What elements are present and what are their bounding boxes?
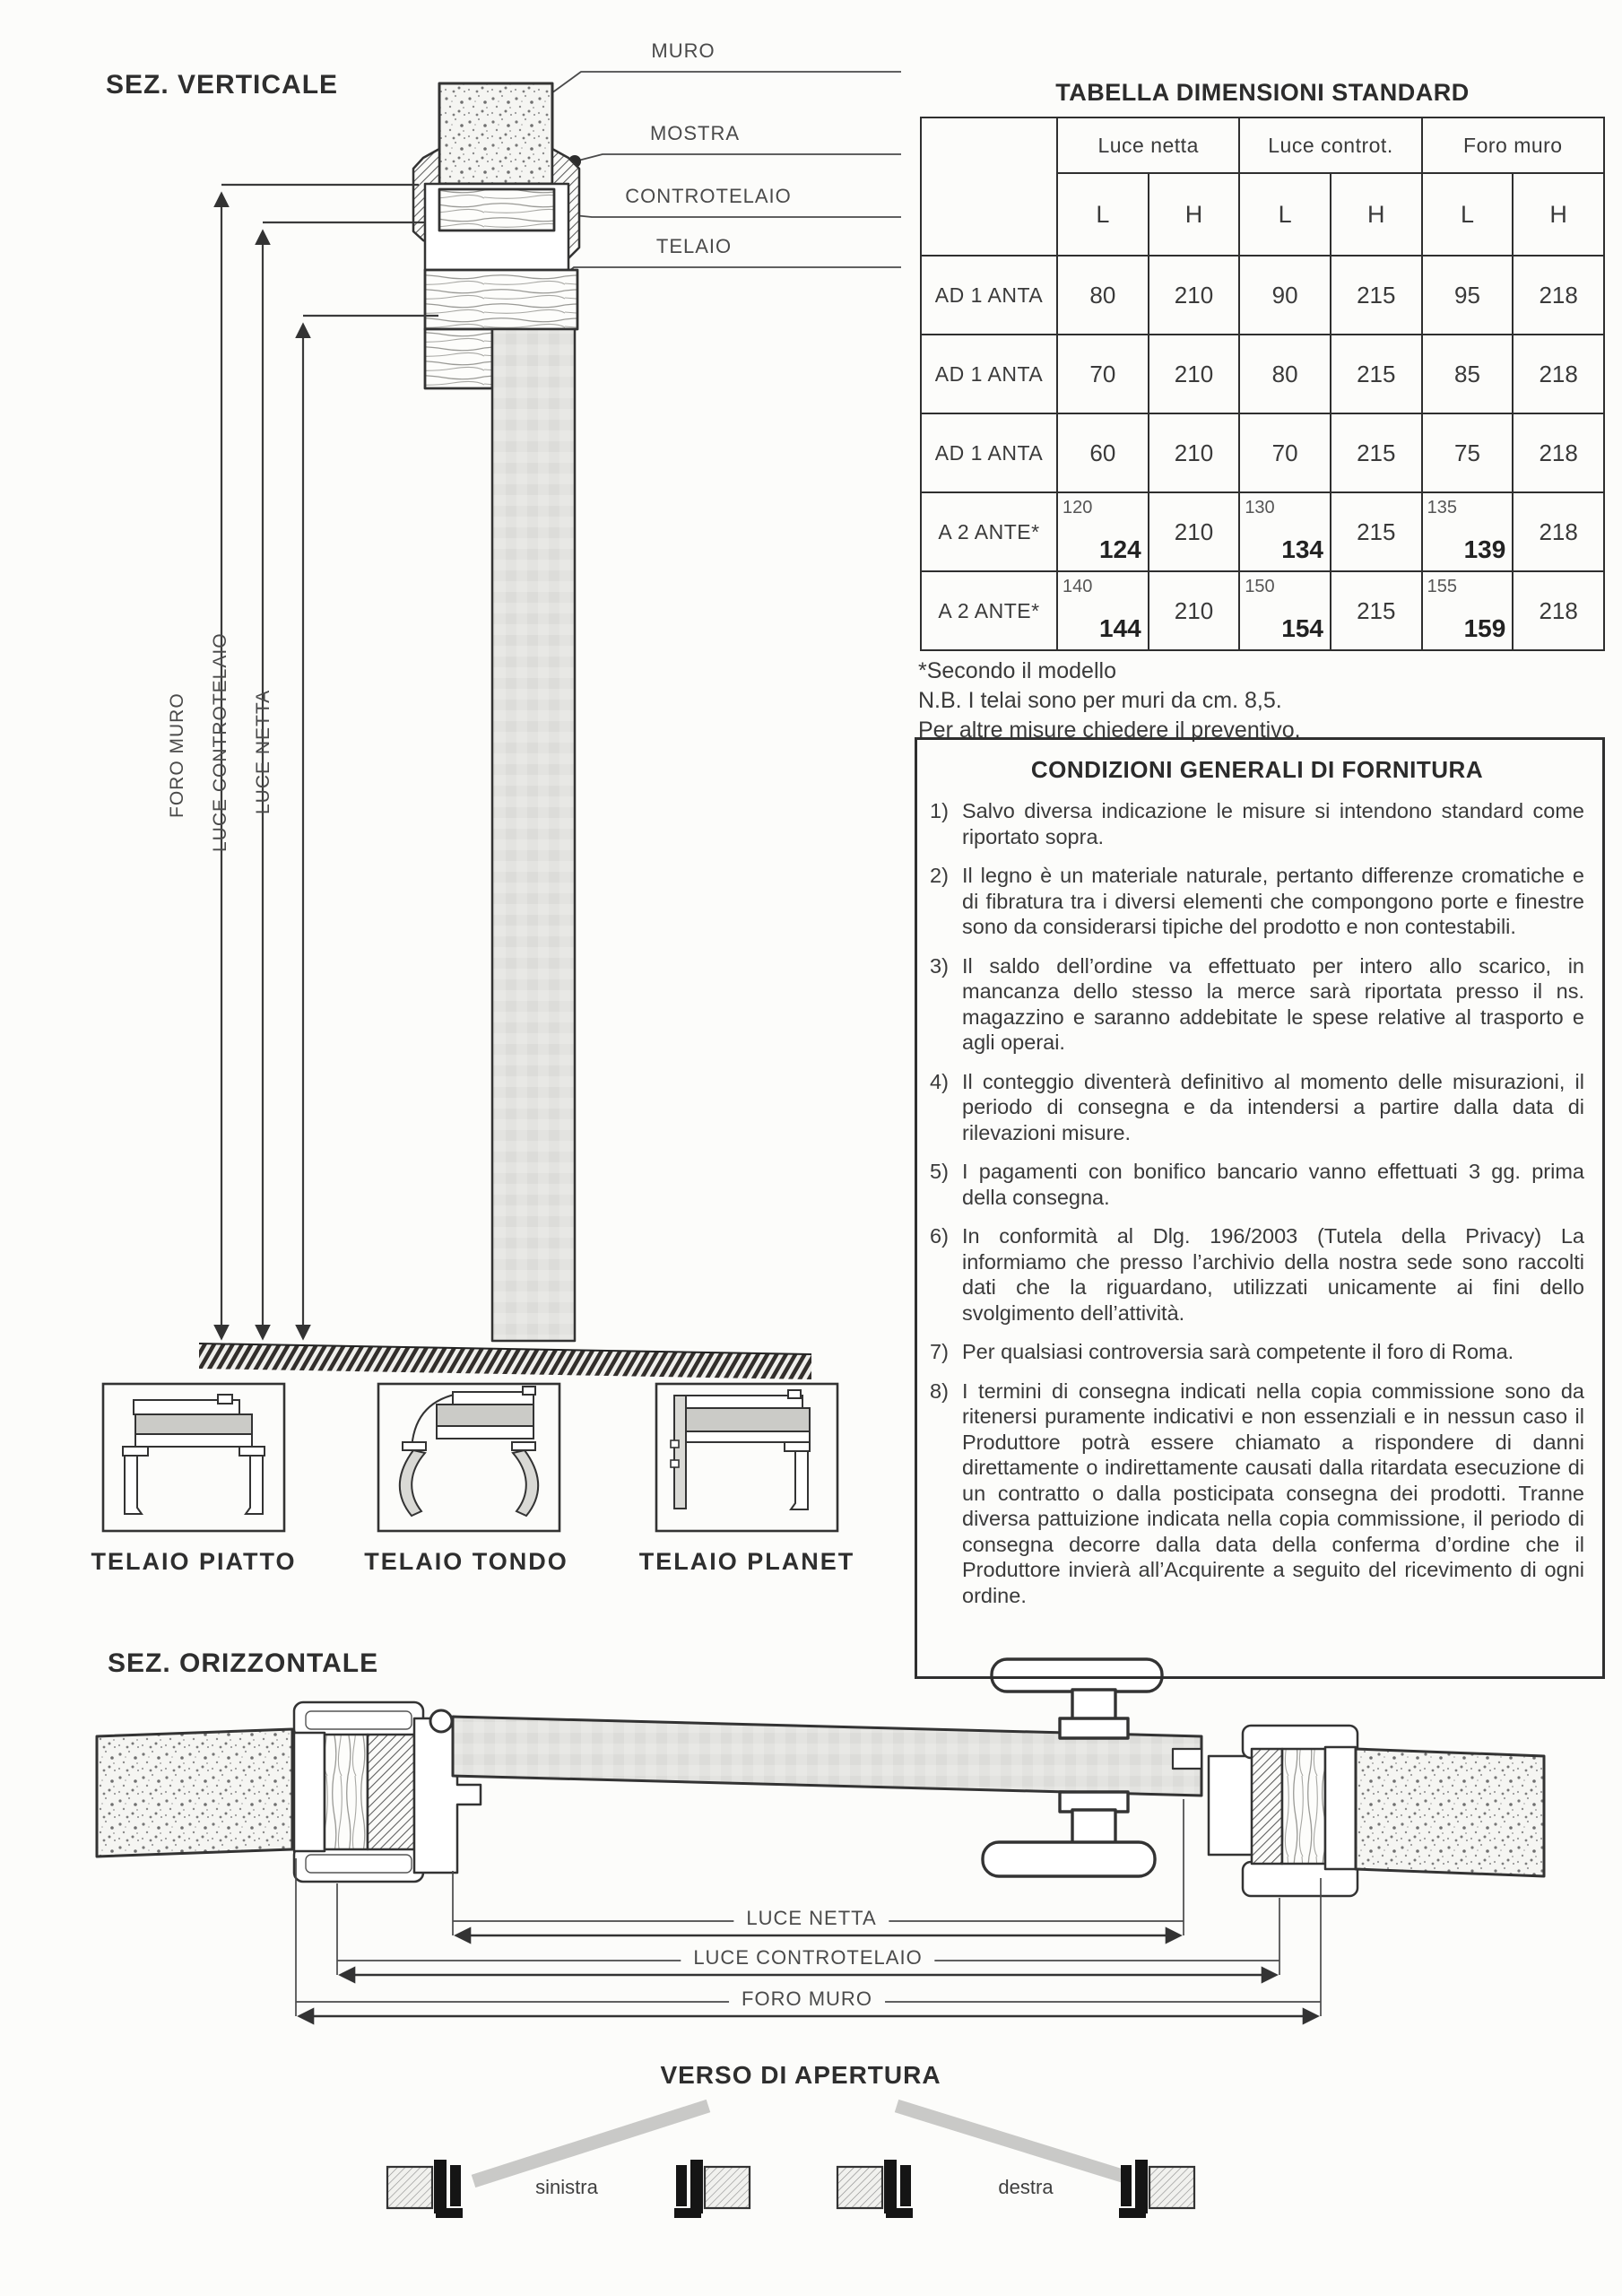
left-wall [97,1729,292,1857]
cell-value-bold: 159 [1463,614,1506,642]
cell-value-small: 135 [1427,498,1457,517]
footnote: *Secondo il modello [918,658,1116,683]
telaio-tondo-drawing [378,1384,559,1531]
row-label: A 2 ANTE* [921,492,1057,571]
table-cell: 80 [1239,335,1331,413]
door-swing-icon [387,2160,463,2218]
condition-text: In conformità al Dlg. 196/2003 (Tutela della Privacy) La informiamo che presso l’archivio della nostra sede sono raccolti dati che la riguardano, utilizzati unicamente ai fini dello svolgimento dell’attività. [962,1224,1584,1325]
condition-item [930,798,1584,849]
condition-item [930,1378,1584,1609]
lock-controtelaio-board [1282,1749,1325,1864]
row-label: A 2 ANTE* [921,571,1057,650]
door-swing-icon [674,2160,750,2218]
table-cell: 210 [1149,335,1240,413]
dim-label-luce-netta: LUCE NETTA [253,689,273,814]
hdim-luce-netta: LUCE NETTA [733,1907,889,1930]
telaio-block [425,270,577,329]
condition-text: Salvo diversa indicazione le misure si intendono standard come riportato sopra. [962,799,1584,848]
label-destra: destra [998,2176,1054,2198]
condition-number: 6) [930,1224,949,1248]
table-cell: 210 [1149,256,1240,335]
cell-value-small: 150 [1245,577,1275,596]
cell-value-bold: 139 [1463,535,1506,563]
frame-type-thumbnails [103,1384,837,1531]
table-cell: 210 [1149,492,1240,571]
table-cell: 75 [1422,413,1514,492]
telaio-piatto-drawing [103,1384,284,1531]
table-row [921,571,1604,650]
table-cell: 218 [1513,492,1604,571]
hinge-pin [430,1710,452,1732]
footnote: N.B. I telai sono per muri da cm. 8,5. [918,688,1282,713]
table-cell-dual [1422,571,1514,650]
table-title: TABELLA DIMENSIONI STANDARD [1055,79,1470,106]
table-cell: 218 [1513,571,1604,650]
table-cell: 80 [1057,256,1149,335]
condition-item [930,1339,1584,1365]
condition-item [930,1069,1584,1146]
callout-mostra: MOSTRA [649,122,741,144]
opening-direction-heading: VERSO DI APERTURA [660,2061,941,2089]
condition-number: 5) [930,1160,949,1183]
footnote: Per altre misure chiedere il preventivo. [918,718,1301,743]
row-label: AD 1 ANTA [921,413,1057,492]
col-group-foro-muro: Foro muro [1422,117,1604,173]
cell-value-bold: 144 [1098,614,1141,642]
door-swing-icon [837,2160,913,2218]
horizontal-section-heading: SEZ. ORIZZONTALE [108,1648,379,1678]
condition-number: 7) [930,1340,949,1363]
table-cell: 218 [1513,335,1604,413]
opening-direction-drawing [387,2106,1194,2218]
condition-text: I termini di consegna indicati nella copia commissione sono da ritenersi puramente indicativi e non essenziali e in nessun caso il Produttore potrà essere chiamato a rispondere di danni direttamente o indirettamente causati dalla ritardata esecuzione di un contratto o dalla posticipata consegna dei prodotti. Tranne diversa pattuizione indicata nella copia commissione, il periodo di consegna decorre dalla data della conferma d’ordine che il Produttore invierà all’Acquirente a seguito del ricevimento di ogni ordine. [962,1378,1584,1607]
door-leaf [492,329,575,1341]
cell-value-bold: 134 [1281,535,1323,563]
col-header: L [1422,173,1514,256]
table-cell: 215 [1331,571,1422,650]
cell-value-bold: 124 [1098,535,1141,563]
wall-section [439,83,552,184]
col-group-luce-netta: Luce netta [1057,117,1239,173]
table-cell: 215 [1331,492,1422,571]
table-cell: 90 [1239,256,1331,335]
right-wall [1356,1749,1544,1876]
condition-text: Il conteggio diventerà definitivo al momento delle misurazioni, il periodo di consegna e da intendersi a partire dalla data di rilevazioni misure. [962,1069,1584,1144]
right-beam [897,2106,1128,2178]
table-group-header-row [921,117,1604,173]
table-cell: 218 [1513,413,1604,492]
col-group-luce-controt: Luce controt. [1239,117,1421,173]
col-header: L [1057,173,1149,256]
label-telaio-tondo: TELAIO TONDO [364,1548,568,1575]
table-row [921,256,1604,335]
table-cell: 95 [1422,256,1514,335]
condition-text: I pagamenti con bonifico bancario vanno effettuati 3 gg. prima della consegna. [962,1160,1584,1209]
left-beam [473,2106,708,2181]
col-header: H [1513,173,1604,256]
door-swing-icon [1119,2160,1194,2218]
condition-item [930,953,1584,1056]
conditions-title: CONDIZIONI GENERALI DI FORNITURA [1030,756,1484,783]
table-cell-dual [1239,492,1331,571]
dimensions-table [920,117,1605,651]
condition-number: 4) [930,1069,949,1093]
col-header: H [1149,173,1240,256]
table-row [921,335,1604,413]
table-footnotes [918,657,1301,745]
hdim-luce-controtelaio: LUCE CONTROTELAIO [681,1946,934,1970]
label-sinistra: sinistra [535,2176,598,2198]
table-cell-dual [1239,571,1331,650]
table-cell-dual [1057,571,1149,650]
table-cell: 70 [1239,413,1331,492]
telaio-planet-drawing [656,1384,837,1531]
cell-value-small: 120 [1063,498,1093,517]
table-cell: 210 [1149,413,1240,492]
hinge-controtelaio-board [325,1735,368,1849]
table-cell: 60 [1057,413,1149,492]
condition-item [930,1223,1584,1326]
table-cell: 210 [1149,571,1240,650]
col-header: L [1239,173,1331,256]
conditions-box [915,737,1605,1679]
cell-value-small: 155 [1427,577,1457,596]
cell-value-small: 140 [1063,577,1093,596]
table-cell: 70 [1057,335,1149,413]
cell-value-small: 130 [1245,498,1275,517]
condition-number: 3) [930,953,949,978]
condition-number: 2) [930,864,949,887]
row-label: AD 1 ANTA [921,256,1057,335]
vertical-section-heading: SEZ. VERTICALE [106,70,339,100]
row-label: AD 1 ANTA [921,335,1057,413]
table-cell-dual [1422,492,1514,571]
table-cell: 215 [1331,413,1422,492]
label-telaio-planet: TELAIO PLANET [638,1548,855,1575]
dim-label-luce-controtelaio: LUCE CONTROTELAIO [210,632,230,852]
table-cell: 218 [1513,256,1604,335]
condition-item [930,863,1584,940]
callout-controtelaio: CONTROTELAIO [625,185,792,207]
hinge-telaio-board [368,1735,414,1849]
condition-text: Il saldo dell’ordine va effettuato per intero allo scarico, in mancanza dello stesso la merce sarà riportata presso il ns. magazzino e saranno addebitate le spese relative al trasporto e agli operai. [962,953,1584,1054]
hdim-foro-muro: FORO MURO [729,1987,885,2011]
lock-telaio-board [1252,1749,1282,1864]
table-row [921,413,1604,492]
table-cell: 215 [1331,335,1422,413]
callout-telaio: TELAIO [655,235,733,257]
vertical-section-drawing [199,72,901,1379]
telaio-lip [425,329,492,388]
condition-text: Per qualsiasi controversia sarà competente il foro di Roma. [962,1340,1514,1363]
condition-text: Il legno è un materiale naturale, pertanto differenze cromatiche e di fibratura tra i diversi elementi che compongono porte e finestre sono da considerarsi tipiche del prodotto e non contestabili. [962,864,1584,938]
controtelaio-board [439,189,554,230]
dim-label-foro-muro: FORO MURO [167,692,187,818]
table-row [921,492,1604,571]
condition-number: 1) [930,799,949,822]
table-cell-dual [1057,492,1149,571]
label-telaio-piatto: TELAIO PIATTO [91,1548,297,1575]
table-corner-cell [921,117,1057,256]
condition-item [930,1159,1584,1210]
callout-muro: MURO [651,39,716,62]
cell-value-bold: 154 [1281,614,1323,642]
col-header: H [1331,173,1422,256]
condition-number: 8) [930,1378,949,1403]
table-cell: 85 [1422,335,1514,413]
table-cell: 215 [1331,256,1422,335]
